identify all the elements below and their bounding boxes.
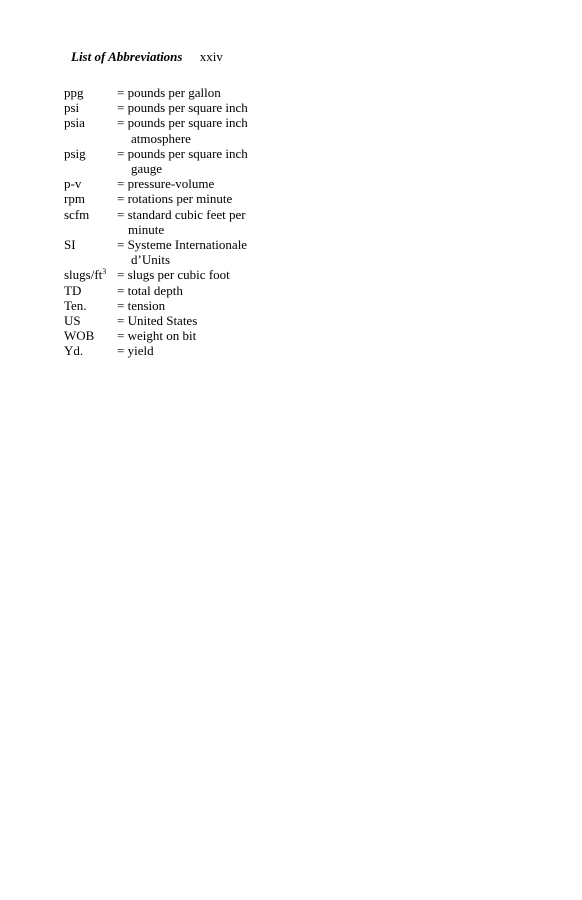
abbreviation-definition xyxy=(117,328,364,343)
abbreviation-definition xyxy=(117,237,364,267)
definition-line: = pressure-volume xyxy=(117,176,215,192)
abbreviation-definition xyxy=(117,85,364,100)
abbreviation-term: rpm xyxy=(64,191,85,207)
abbreviation-entry-us xyxy=(64,313,364,328)
definition-line: = weight on bit xyxy=(117,328,197,344)
definition-line: = yield xyxy=(117,343,154,359)
abbreviation-entry-p-v xyxy=(64,176,364,191)
abbreviation-term: psi xyxy=(64,100,80,116)
abbreviation-term: psia xyxy=(64,115,85,131)
abbreviation-term: Ten. xyxy=(64,297,87,313)
abbreviation-entry-psi xyxy=(64,100,364,115)
definition-line: = tension xyxy=(117,297,166,313)
abbreviation-definition xyxy=(117,100,364,115)
definition-line: = standard cubic feet per xyxy=(117,206,246,222)
definition-line: = pounds per gallon xyxy=(117,85,221,100)
abbreviation-term: WOB xyxy=(64,328,95,344)
definition-continuation-line: d’Units xyxy=(131,252,170,268)
abbreviation-definition xyxy=(117,191,364,206)
abbreviation-definition xyxy=(117,207,364,237)
abbreviation-term-base: slugs/ft xyxy=(64,267,103,283)
definition-continuation-line: gauge xyxy=(131,161,163,177)
definition-line: = pounds per square inch xyxy=(117,145,248,161)
definition-line: = total depth xyxy=(117,282,183,298)
abbreviation-entry-psia xyxy=(64,115,364,145)
abbreviation-term: US xyxy=(64,313,81,329)
abbreviation-entry-scfm xyxy=(64,207,364,237)
abbreviation-term-superscript: 3 xyxy=(102,267,107,277)
definition-line: = pounds per square inch xyxy=(117,100,248,116)
definition-line: = rotations per minute xyxy=(117,191,233,207)
abbreviation-term: TD xyxy=(64,282,82,298)
abbreviation-definition xyxy=(117,115,364,145)
definition-line: = Systeme Internationale xyxy=(117,237,248,253)
abbreviation-entry-ten xyxy=(64,298,364,313)
abbreviation-entry-psig xyxy=(64,146,364,176)
definition-line: = pounds per square inch xyxy=(117,115,248,131)
abbreviation-entry-ppg xyxy=(64,85,364,100)
abbreviation-definition xyxy=(117,313,364,328)
abbreviation-term: SI xyxy=(64,237,76,253)
running-header-title: List of Abbreviations xyxy=(71,49,183,64)
abbreviation-definition xyxy=(117,298,364,313)
running-header xyxy=(71,49,223,65)
abbreviation-term: psig xyxy=(64,145,86,161)
definition-line: = United States xyxy=(117,313,198,329)
definition-continuation-line: minute xyxy=(128,221,165,237)
abbreviation-term: Yd. xyxy=(64,343,84,359)
definition-line: = slugs per cubic foot xyxy=(117,267,230,283)
abbreviation-term: p-v xyxy=(64,176,82,192)
abbreviation-definition xyxy=(117,267,364,282)
abbreviation-entry-td xyxy=(64,283,364,298)
abbreviation-definition xyxy=(117,283,364,298)
abbreviation-entry-yd xyxy=(64,343,364,358)
abbreviation-entry-wob xyxy=(64,328,364,343)
abbreviation-definition xyxy=(117,146,364,176)
abbreviation-entry-slugs-ft3 xyxy=(64,267,364,282)
page-number: xxiv xyxy=(199,49,223,64)
abbreviation-entry-rpm xyxy=(64,191,364,206)
abbreviation-definition xyxy=(117,176,364,191)
abbreviation-definition xyxy=(117,343,364,358)
abbreviation-term: scfm xyxy=(64,206,90,222)
abbreviation-term: ppg xyxy=(64,85,84,100)
abbreviation-entry-si xyxy=(64,237,364,267)
definition-continuation-line: atmosphere xyxy=(131,130,191,146)
abbreviation-term xyxy=(64,267,117,282)
abbreviation-list xyxy=(64,85,364,359)
